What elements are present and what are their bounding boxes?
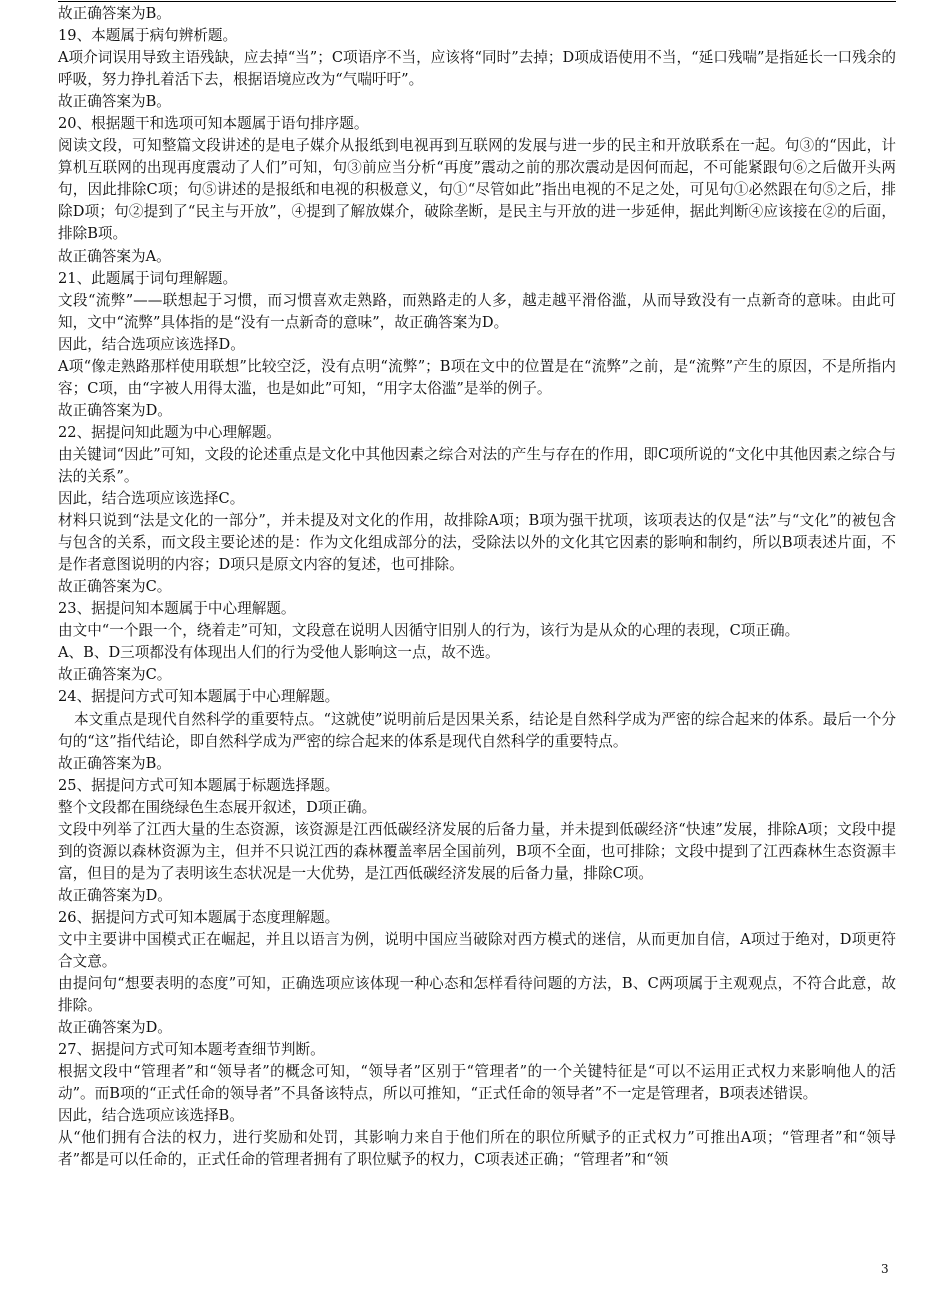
- paragraph: A项介词误用导致主语残缺，应去掉“当”；C项语序不当，应该将“同时”去掉；D项成语使用不当，“延口残喘”是指延长一口残余的呼吸，努力挣扎着活下去，根据语境应改为“气喘吁吁”。: [58, 49, 896, 89]
- paragraph: 故正确答案为B。: [58, 754, 171, 772]
- paragraph: 由提问句“想要表明的态度”可知，正确选项应该体现一种心态和怎样看待问题的方法，B、C两项属于主观观点，不符合此意，故排除。: [58, 975, 896, 1015]
- paragraph: 文段中列举了江西大量的生态资源，该资源是江西低碳经济发展的后备力量，并未提到低碳经济“快速”发展，排除A项；文段中提到的资源以森林资源为主，但并不只说江西的森林覆盖率居全国前列，B项不全面，也可排除；文段中提到了江西森林生态资源丰富，但目的是为了表明该生态状况是一大优势，是江西低碳经济发展的后备力量，排除C项。: [58, 820, 896, 882]
- paragraph: 22、据提问知此题为中心理解题。: [58, 423, 281, 441]
- paragraph: A项“像走熟路那样使用联想”比较空泛，没有点明“流弊”；B项在文中的位置是在“流弊”之前，是“流弊”产生的原因，不是所指内容；C项，由“字被人用得太滥，也是如此”可知，“用字太俗滥”是举的例子。: [58, 357, 896, 397]
- paragraph: 故正确答案为D。: [58, 401, 172, 419]
- paragraph: 因此，结合选项应该选择B。: [58, 1107, 244, 1125]
- paragraph: 故正确答案为D。: [58, 1019, 172, 1037]
- paragraph: 23、据提问知本题属于中心理解题。: [58, 600, 296, 618]
- paragraph: 19、本题属于病句辨析题。: [58, 27, 238, 45]
- paragraph: 由文中“一个跟一个，绕着走”可知，文段意在说明人因循守旧别人的行为，该行为是从众的心理的表现，C项正确。: [58, 622, 800, 640]
- paragraph: A、B、D三项都没有体现出人们的行为受他人影响这一点，故不选。: [58, 644, 500, 662]
- paragraph: 故正确答案为B。: [58, 93, 171, 111]
- paragraph: 27、据提问方式可知本题考查细节判断。: [58, 1041, 325, 1059]
- paragraph: 材料只说到“法是文化的一部分”，并未提及对文化的作用，故排除A项；B项为强干扰项，该项表达的仅是“法”与“文化”的被包含与包含的关系，而文段主要论述的是：作为文化组成部分的法，受除法以外的文化其它因素的影响和制约，所以B项表述片面，不是作者意图说明的内容；D项只是原文内容的复述，也可排除。: [58, 512, 896, 574]
- paragraph: 阅读文段，可知整篇文段讲述的是电子媒介从报纸到电视再到互联网的发展与进一步的民主和开放联系在一起。句③的“因此，计算机互联网的出现再度震动了人们”可知，句③前应当分析“再度”震动之前的那次震动是因何而起，不可能紧跟句⑥之后做开头两句，因此排除C项；句⑤讲述的是报纸和电视的积极意义，句①“尽管如此”指出电视的不足之处，可见句①必然跟在句⑤之后，排除D项；句②提到了“民主与开放”，④提到了解放媒介，破除垄断，是民主与开放的进一步延伸，据此判断④应该接在②的后面，排除B项。: [58, 137, 896, 243]
- paragraph: 故正确答案为C。: [58, 578, 172, 596]
- paragraph: 故正确答案为D。: [58, 886, 172, 904]
- paragraph: 26、据提问方式可知本题属于态度理解题。: [58, 908, 340, 926]
- paragraph: 故正确答案为B。: [58, 5, 171, 22]
- document-body: [58, 3, 896, 1171]
- paragraph: 25、据提问方式可知本题属于标题选择题。: [58, 776, 340, 794]
- paragraph: 从“他们拥有合法的权力，进行奖励和处罚，其影响力来自于他们所在的职位所赋予的正式权力”可推出A项；“管理者”和“领导者”都是可以任命的，正式任命的管理者拥有了职位赋予的权力，C项表述正确；“管理者”和“领: [58, 1129, 896, 1169]
- paragraph: 文中主要讲中国模式正在崛起，并且以语言为例，说明中国应当破除对西方模式的迷信，从而更加自信，A项过于绝对，D项更符合文意。: [58, 930, 896, 971]
- paragraph: 根据文段中“管理者”和“领导者”的概念可知，“领导者”区别于“管理者”的一个关键特征是“可以不运用正式权力来影响他人的活动”。而B项的“正式任命的领导者”不具备该特点，所以可推知，“正式任命的领导者”不一定是管理者，B项表述错误。: [58, 1063, 896, 1103]
- paragraph: 故正确答案为C。: [58, 666, 172, 684]
- paragraph: 文段“流弊”——联想起于习惯，而习惯喜欢走熟路，而熟路走的人多，越走越平滑俗滥，从而导致没有一点新奇的意味。由此可知，文中“流弊”具体指的是“没有一点新奇的意味”，故正确答案为D。: [58, 291, 896, 331]
- paragraph: 因此，结合选项应该选择C。: [58, 490, 245, 508]
- paragraph: 本文重点是现代自然科学的重要特点。“这就使”说明前后是因果关系，结论是自然科学成为严密的综合起来的体系。最后一个分句的“这”指代结论，即自然科学成为严密的综合起来的体系是现代自然科学的重要特点。: [58, 710, 896, 750]
- paragraph: 因此，结合选项应该选择D。: [58, 335, 245, 353]
- paragraph: 故正确答案为A。: [58, 247, 171, 265]
- page-number: 3: [881, 1262, 889, 1276]
- header-rule: [58, 1, 896, 2]
- paragraph: 由关键词“因此”可知，文段的论述重点是文化中其他因素之综合对法的产生与存在的作用，即C项所说的“文化中其他因素之综合与法的关系”。: [58, 445, 896, 485]
- paragraph: 21、此题属于词句理解题。: [58, 269, 238, 287]
- paragraph: 整个文段都在围绕绿色生态展开叙述，D项正确。: [58, 798, 377, 816]
- paragraph: 24、据提问方式可知本题属于中心理解题。: [58, 688, 340, 706]
- paragraph: 20、根据题干和选项可知本题属于语句排序题。: [58, 115, 369, 133]
